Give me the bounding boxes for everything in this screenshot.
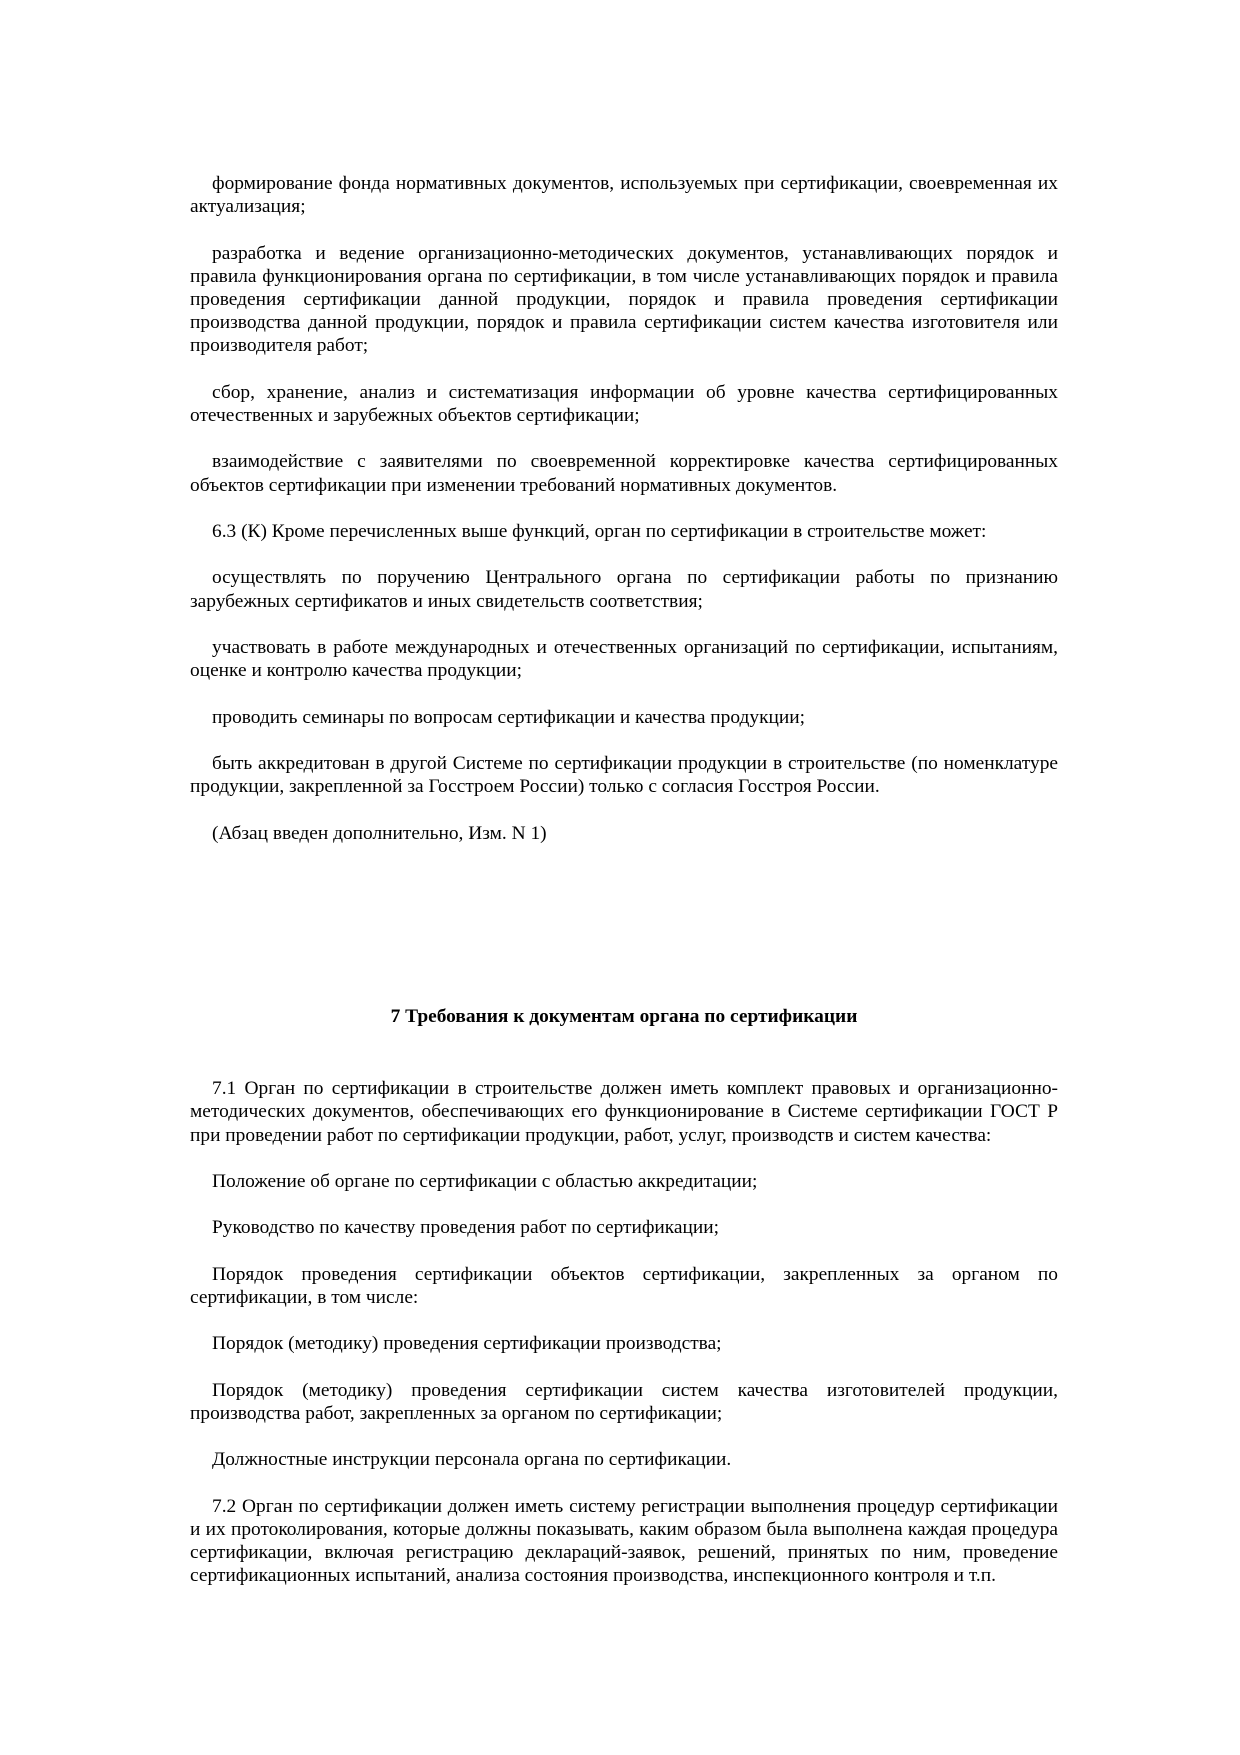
section-7-heading: 7 Требования к документам органа по сертификации (390, 1005, 858, 1027)
paragraph-amendment-note: (Абзац введен дополнительно, Изм. N 1) (212, 822, 547, 844)
paragraph-quality-manual: Руководство по качеству проведения работ по сертификации; (212, 1217, 720, 1239)
paragraph-international-work: участвовать в работе международных и отечественных организаций по сертификации, испытаниям, оценке и контролю качества продукции; (190, 636, 1058, 682)
paragraph-applicant-interaction: взаимодействие с заявителями по своевременной корректировке качества сертифицированных объектов сертификации при изменении требований нормативных документов. (190, 451, 1058, 496)
paragraph-clause-6-3: 6.3 (К) Кроме перечисленных выше функций, орган по сертификации в строительстве может: (212, 520, 987, 542)
paragraph-clause-7-2: 7.2 Орган по сертификации должен иметь систему регистрации выполнения процедур сертификации и их протоколирования, которые должны показывать, каким образом была выполнена каждая процедура сертификации, включая регистрацию деклараций-заявок, решений, принятых по ним, проведение сертификационных испытаний, анализа состояния производства, инспекционного контроля и т.п. (190, 1495, 1058, 1587)
paragraph-other-accreditation: быть аккредитован в другой Системе по сертификации продукции в строительстве (по номенклатуре продукции, закрепленной за Госстроем России) только с согласия Госстроя России. (190, 752, 1058, 798)
paragraph-accreditation-regulation: Положение об органе по сертификации с областью аккредитации; (212, 1170, 758, 1192)
paragraph-quality-system-method: Порядок (методику) проведения сертификации систем качества изготовителей продукции, производства работ, закрепленных за органом по сертификации; (190, 1379, 1058, 1424)
paragraph-clause-7-1: 7.1 Орган по сертификации в строительстве должен иметь комплект правовых и организационно-методических документов, обеспечивающих его функционирование в Системе сертификации ГОСТ Р при проведении работ по сертификации продукции, работ, услуг, производств и систем качества: (190, 1078, 1058, 1146)
section-spacer (190, 868, 1058, 1005)
heading-spacer (190, 1028, 1058, 1077)
paragraph-seminars: проводить семинары по вопросам сертификации и качества продукции; (212, 706, 806, 728)
paragraph-fund-formation: формирование фонда нормативных документов, используемых при сертификации, своевременная их актуализация; (190, 173, 1058, 218)
paragraph-foreign-certificates: осуществлять по поручению Центрального органа по сертификации работы по признанию зарубежных сертификатов и иных свидетельств соответствия; (190, 567, 1058, 612)
paragraph-information-collection: сбор, хранение, анализ и систематизация информации об уровне качества сертифицированных отечественных и зарубежных объектов сертификации; (190, 381, 1058, 426)
paragraph-job-instructions: Должностные инструкции персонала органа по сертификации. (212, 1449, 732, 1471)
paragraph-production-method: Порядок (методику) проведения сертификации производства; (212, 1333, 722, 1355)
document-page (190, 172, 1058, 1611)
paragraph-method-documents: разработка и ведение организационно-методических документов, устанавливающих порядок и правила функционирования органа по сертификации, в том числе устанавливающих порядок и правила проведения сертификации данной продукции, порядок и правила проведения сертификации производства данной продукции, порядок и правила сертификации систем качества изготовителя или производителя работ; (190, 242, 1058, 357)
paragraph-certification-procedure: Порядок проведения сертификации объектов сертификации, закрепленных за органом по сертификации, в том числе: (190, 1263, 1058, 1308)
